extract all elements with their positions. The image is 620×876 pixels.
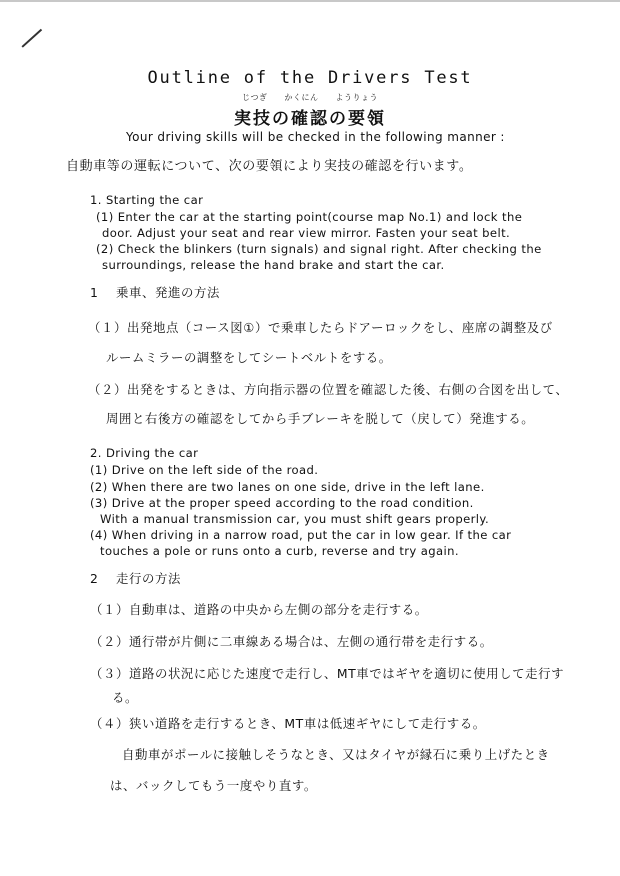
section2-jp-line: （４）狭い道路を走行するとき、MT車は低速ギヤにして走行する。: [90, 716, 486, 731]
section1-jp-line: （２）出発をするときは、方向指示器の位置を確認した後、右側の合図を出して、: [88, 382, 569, 397]
intro-japanese: 自動車等の運転について、次の要領により実技の確認を行います。: [66, 159, 473, 174]
section2-jp-line: 自動車がポールに接触しそうなとき、又はタイヤが縁石に乗り上げたとき: [122, 747, 550, 762]
section1-heading: 1. Starting the car: [90, 193, 204, 207]
section1-line: (1) Enter the car at the starting point(course map No.1) and lock the: [96, 210, 523, 224]
section1-jp-heading: 1 乗車、発進の方法: [90, 285, 220, 300]
scan-edge-line: [0, 0, 620, 2]
page-title: Outline of the Drivers Test: [147, 68, 473, 88]
section2-line: (2) When there are two lanes on one side, drive in the left lane.: [90, 480, 485, 494]
section2-line: With a manual transmission car, you must shift gears properly.: [100, 512, 490, 526]
section2-jp-line: （１）自動車は、道路の中央から左側の部分を走行する。: [90, 602, 428, 617]
subtitle-block: [0, 92, 620, 129]
section1-line: door. Adjust your seat and rear view mirror. Fasten your seat belt.: [102, 226, 511, 240]
section2-line: (4) When driving in a narrow road, put the car in low gear. If the car: [90, 528, 512, 542]
section2-jp-line: は、バックしてもう一度やり直す。: [110, 778, 317, 793]
section2-jp-heading: 2 走行の方法: [90, 571, 181, 586]
intro-english: Your driving skills will be checked in the following manner :: [126, 130, 505, 144]
section2-heading: 2. Driving the car: [90, 446, 199, 460]
subtitle-furigana: じつぎ かくにん ようりょう: [242, 93, 378, 102]
section2-jp-line: （３）道路の状況に応じた速度で走行し、MT車ではギヤを適切に使用して走行す: [90, 666, 565, 681]
section2-jp-line: （２）通行帯が片側に二車線ある場合は、左側の通行帯を走行する。: [90, 634, 493, 649]
section1-line: surroundings, release the hand brake and start the car.: [102, 258, 445, 272]
section1-jp-line: （１）出発地点（コース図①）で乗車したらドアーロックをし、座席の調整及び: [88, 320, 553, 335]
section2-line: (1) Drive on the left side of the road.: [90, 463, 319, 477]
section2-line: (3) Drive at the proper speed according to the road condition.: [90, 496, 474, 510]
section2-jp-line: る。: [112, 690, 138, 705]
section1-jp-line: 周囲と右後方の確認をしてから手ブレーキを脱して（戻して）発進する。: [106, 411, 535, 426]
page-subtitle: 実技の確認の要領: [234, 109, 386, 129]
pen-mark: [21, 29, 41, 48]
section1-line: (2) Check the blinkers (turn signals) and signal right. After checking the: [96, 242, 542, 256]
section2-line: touches a pole or runs onto a curb, reverse and try again.: [100, 544, 459, 558]
section1-jp-line: ルームミラーの調整をしてシートベルトをする。: [106, 350, 392, 365]
